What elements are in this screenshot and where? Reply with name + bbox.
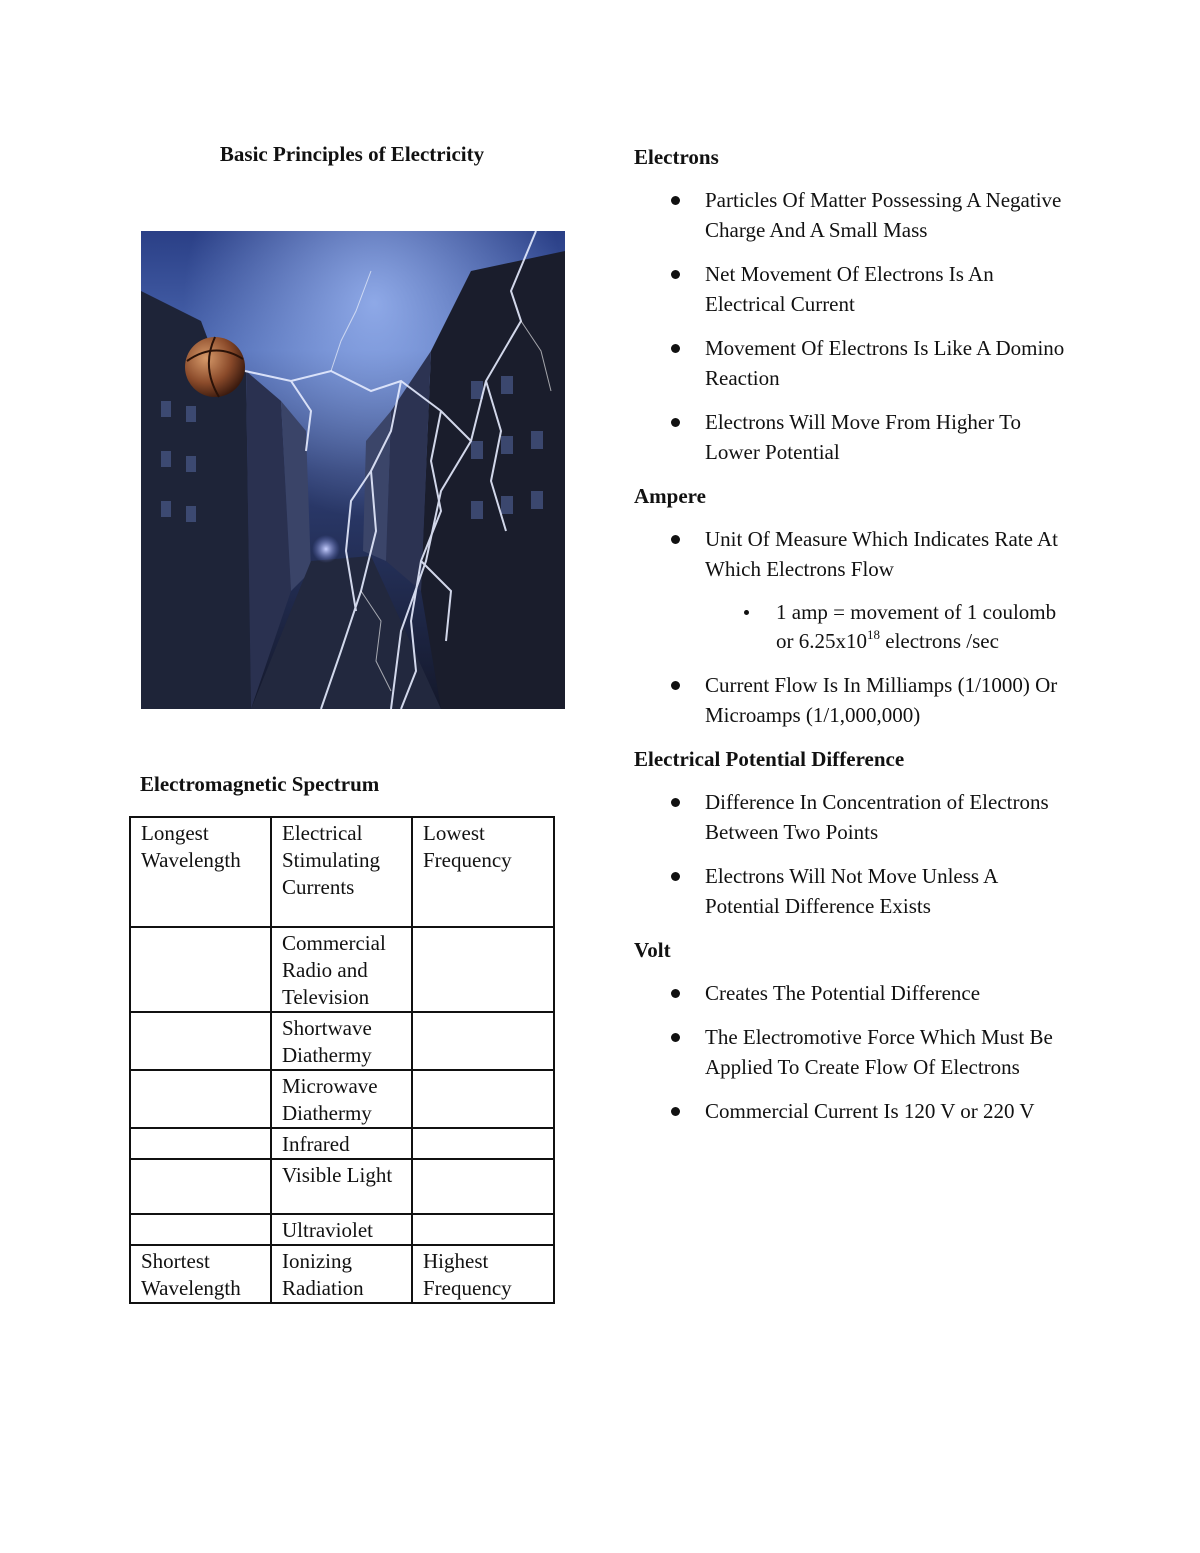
list-item xyxy=(634,185,1074,245)
list-item xyxy=(634,978,1074,1008)
list-item xyxy=(634,787,1074,847)
bullet-icon xyxy=(671,344,680,353)
table-cell xyxy=(412,1128,554,1159)
table-cell xyxy=(412,1214,554,1245)
table-cell: Lowest Frequency xyxy=(412,817,554,927)
table-cell xyxy=(412,1159,554,1214)
table-cell: Ultraviolet xyxy=(271,1214,412,1245)
sub-list-item xyxy=(705,598,1074,656)
table-cell: Commercial Radio and Television xyxy=(271,927,412,1012)
list-item-text: Unit Of Measure Which Indicates Rate At Which Electrons Flow xyxy=(705,527,1059,581)
table-row xyxy=(130,1012,554,1070)
exponent: 18 xyxy=(867,627,880,642)
list-item xyxy=(634,1022,1074,1082)
amp-definition-unit: electrons /sec xyxy=(880,629,999,653)
bullet-icon xyxy=(671,1033,680,1042)
ampere-sublist xyxy=(705,598,1074,656)
table-row xyxy=(130,1245,554,1303)
list-item-text: Particles Of Matter Possessing A Negative Charge And A Small Mass xyxy=(705,188,1062,242)
bullet-icon xyxy=(671,270,680,279)
list-item xyxy=(634,524,1074,656)
table-cell: Visible Light xyxy=(271,1159,412,1214)
table-cell: Shortest Wavelength xyxy=(130,1245,271,1303)
list-item-text: Commercial Current Is 120 V or 220 V xyxy=(705,1099,1035,1123)
list-item xyxy=(634,670,1074,730)
volt-list xyxy=(634,978,1074,1126)
section-heading-electrons: Electrons xyxy=(634,145,719,169)
lightning-basketball-illustration xyxy=(141,231,565,709)
list-item xyxy=(634,333,1074,393)
electromagnetic-spectrum-table xyxy=(129,816,555,1304)
bullet-icon xyxy=(671,872,680,881)
table-cell xyxy=(130,1128,271,1159)
table-cell xyxy=(130,1214,271,1245)
list-item-text: Electrons Will Move From Higher To Lower Potential xyxy=(705,410,1021,464)
table-row xyxy=(130,927,554,1012)
table-row xyxy=(130,817,554,927)
page-title: Basic Principles of Electricity xyxy=(219,142,485,166)
potential-difference-list xyxy=(634,787,1074,921)
sub-bullet-icon xyxy=(744,610,749,615)
table-cell: Longest Wavelength xyxy=(130,817,271,927)
right-column xyxy=(634,142,1074,1140)
bullet-icon xyxy=(671,1107,680,1116)
electrons-list xyxy=(634,185,1074,467)
bullet-icon xyxy=(671,535,680,544)
section-heading-potential-difference: Electrical Potential Difference xyxy=(634,747,905,771)
bullet-icon xyxy=(671,196,680,205)
list-item-text: Net Movement Of Electrons Is An Electrical Current xyxy=(705,262,994,316)
list-item-text: Electrons Will Not Move Unless A Potential Difference Exists xyxy=(705,864,998,918)
table-row xyxy=(130,1159,554,1214)
list-item xyxy=(634,1096,1074,1126)
table-cell xyxy=(130,1070,271,1128)
ampere-list xyxy=(634,524,1074,730)
table-cell xyxy=(412,927,554,1012)
table-row xyxy=(130,1128,554,1159)
list-item-text: The Electromotive Force Which Must Be Applied To Create Flow Of Electrons xyxy=(705,1025,1053,1079)
amp-definition-text: 1 amp = movement of 1 coulomb or 6.25x10 xyxy=(776,600,1057,653)
bullet-icon xyxy=(671,798,680,807)
table-cell: Shortwave Diathermy xyxy=(271,1012,412,1070)
list-item xyxy=(634,407,1074,467)
table-cell xyxy=(412,1012,554,1070)
table-cell: Electrical Stimulating Currents xyxy=(271,817,412,927)
table-cell xyxy=(130,1159,271,1214)
bullet-icon xyxy=(671,418,680,427)
section-heading-ampere: Ampere xyxy=(634,484,706,508)
table-row xyxy=(130,1070,554,1128)
section-heading-volt: Volt xyxy=(634,938,671,962)
bullet-icon xyxy=(671,989,680,998)
table-cell: Microwave Diathermy xyxy=(271,1070,412,1128)
table-cell xyxy=(412,1070,554,1128)
table-cell: Infrared xyxy=(271,1128,412,1159)
table-cell: Highest Frequency xyxy=(412,1245,554,1303)
list-item xyxy=(634,861,1074,921)
bullet-icon xyxy=(671,681,680,690)
table-cell: Ionizing Radiation xyxy=(271,1245,412,1303)
spectrum-heading: Electromagnetic Spectrum xyxy=(140,772,380,796)
list-item-text: Movement Of Electrons Is Like A Domino Reaction xyxy=(705,336,1065,390)
table-cell xyxy=(130,927,271,1012)
table-cell xyxy=(130,1012,271,1070)
list-item-text: Current Flow Is In Milliamps (1/1000) Or Microamps (1/1,000,000) xyxy=(705,673,1058,727)
list-item-text: Difference In Concentration of Electrons Between Two Points xyxy=(705,790,1049,844)
list-item xyxy=(634,259,1074,319)
table-row xyxy=(130,1214,554,1245)
list-item-text: Creates The Potential Difference xyxy=(705,981,981,1005)
